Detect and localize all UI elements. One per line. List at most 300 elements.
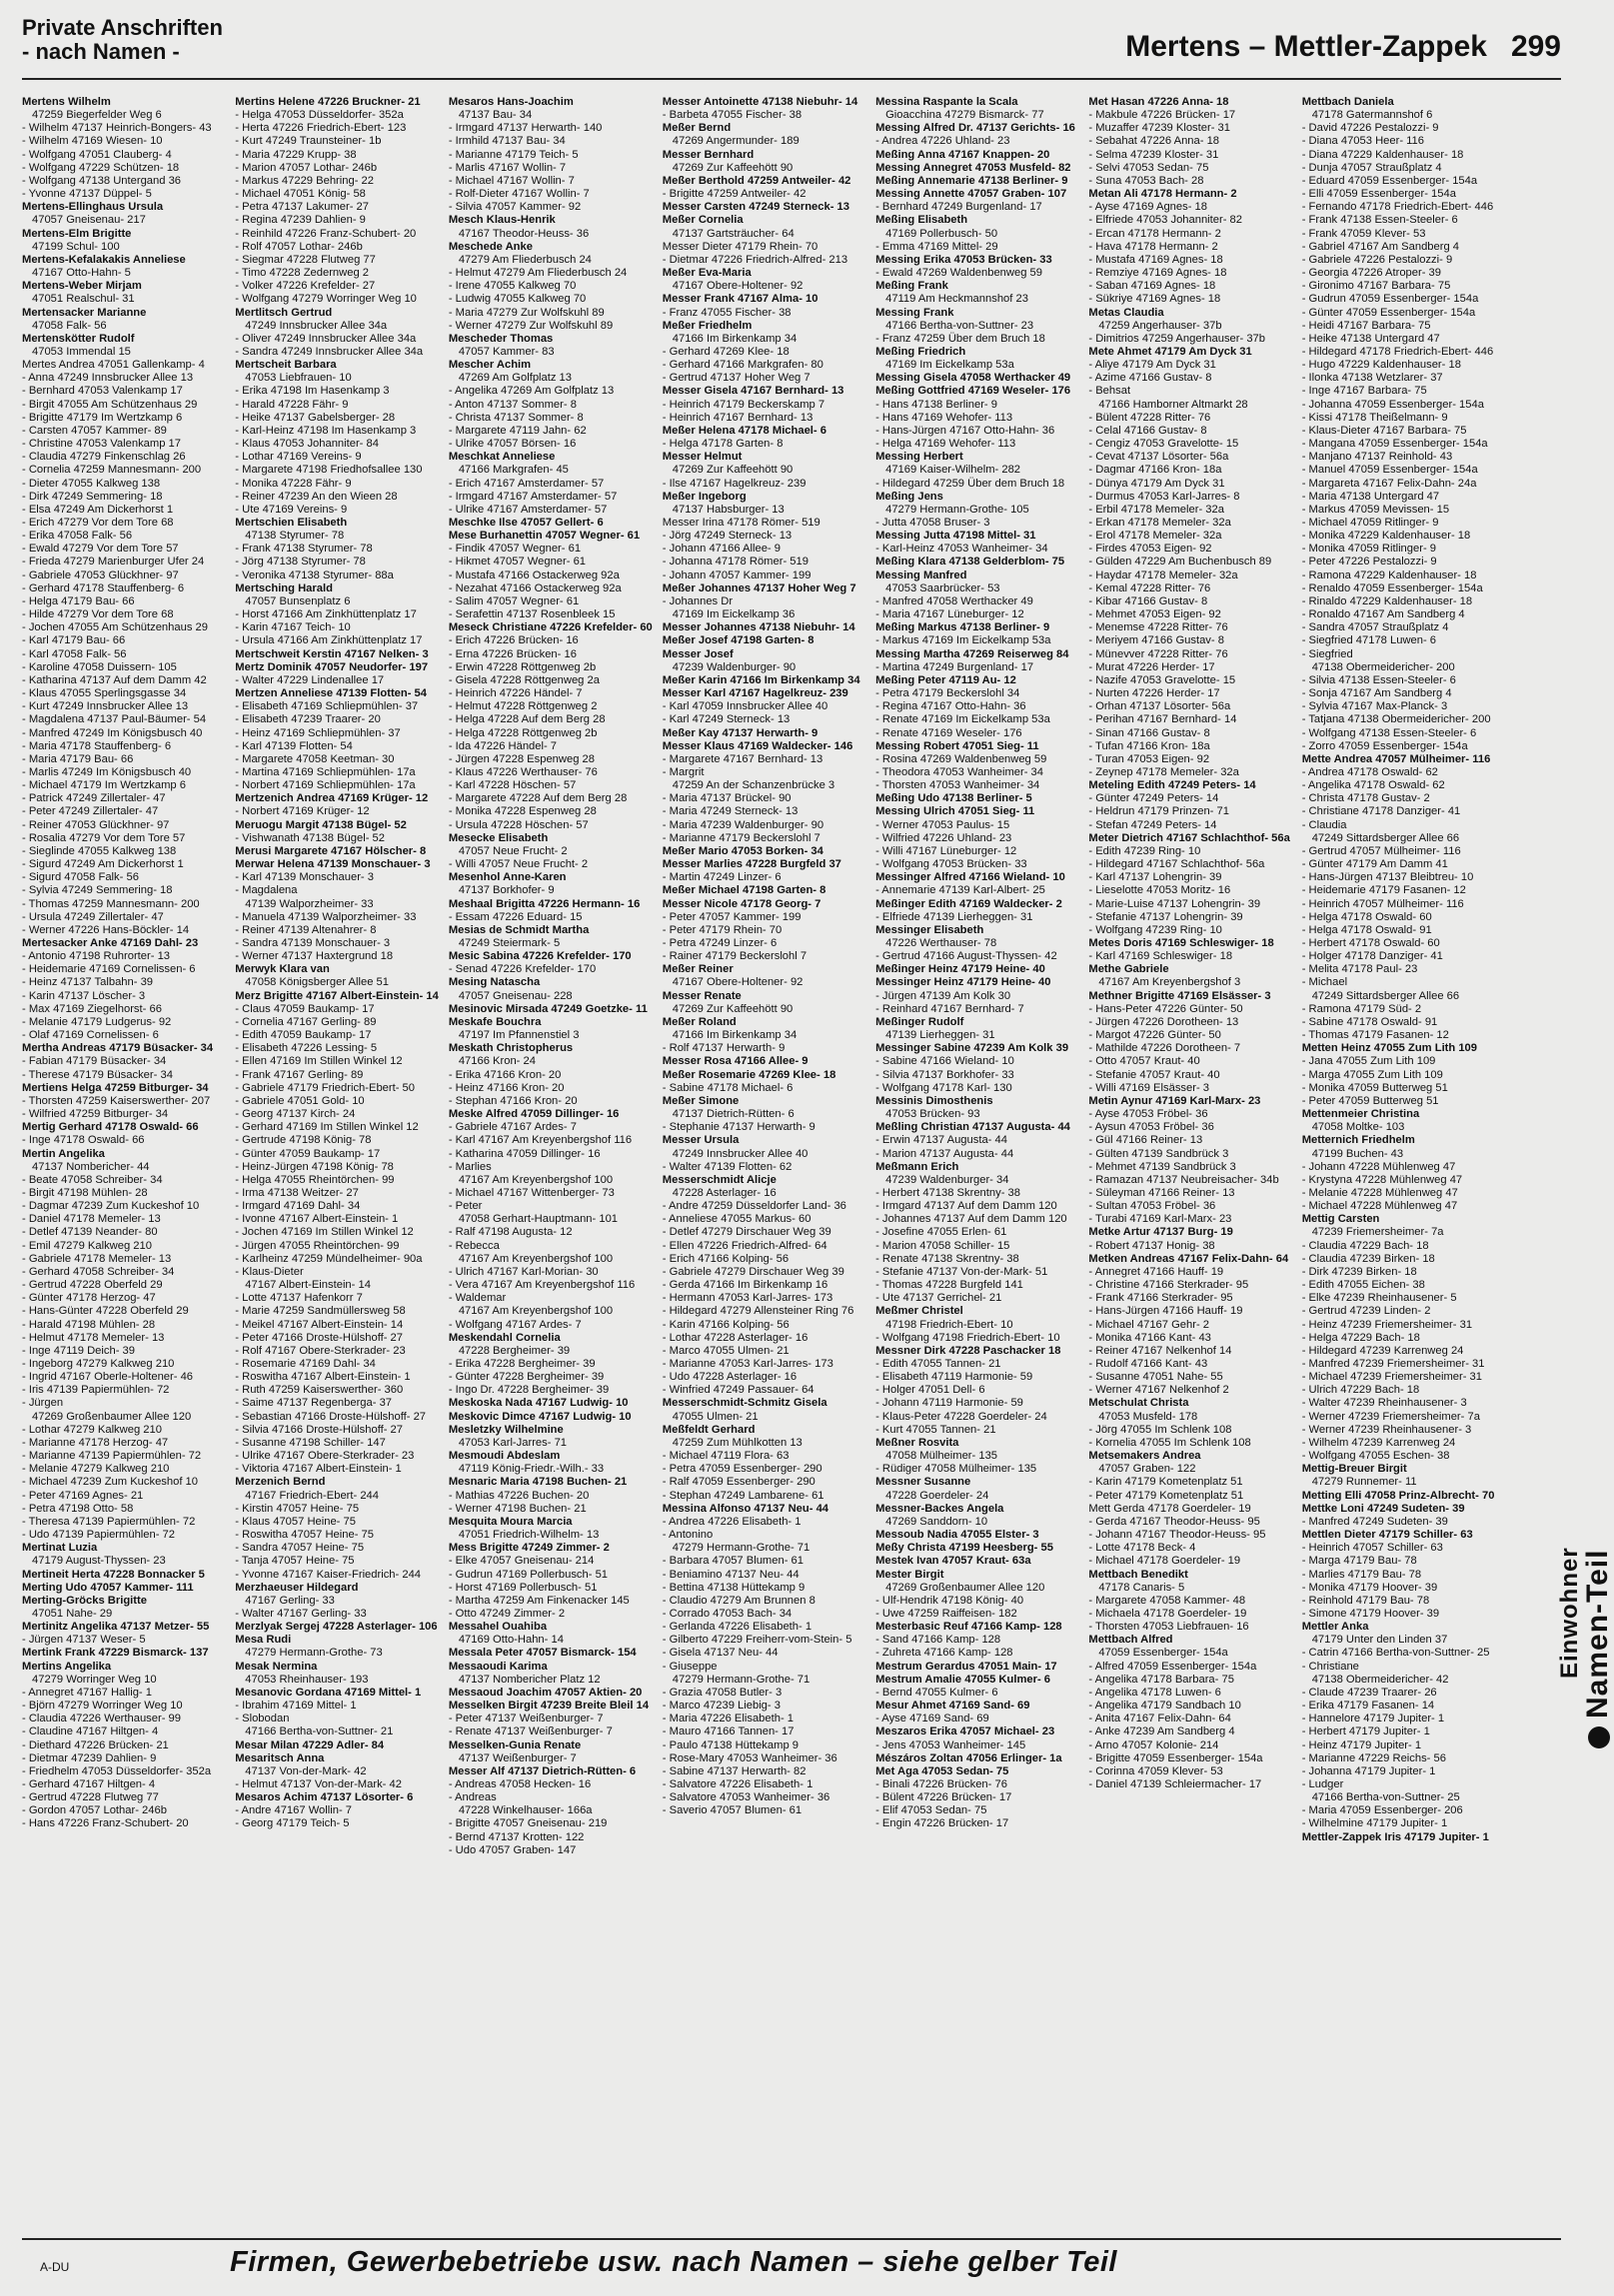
directory-entry: - Elke 47057 Gneisenau- 214 [448, 1555, 595, 1568]
directory-entry: - Klaus-Dieter 47167 Barbara- 75 [1301, 424, 1467, 437]
directory-entry: - Diana 47229 Kaldenhauser- 18 [1301, 148, 1464, 161]
directory-entry: - Behsat [1088, 385, 1131, 398]
directory-entry: - Manfred 47249 Sudeten- 39 [1301, 1515, 1448, 1528]
directory-entry: - Erika 47179 Fasanen- 14 [1301, 1700, 1435, 1713]
directory-name-heading: Metke Artur 47137 Burg- 19 [1088, 1226, 1233, 1239]
directory-name-heading: Mettig-Breuer Birgit [1301, 1463, 1407, 1476]
directory-entry: - Maria 47178 Stauffenberg- 6 [22, 739, 172, 752]
directory-entry: - Claudia 47279 Finkenschlag 26 [22, 451, 186, 464]
directory-name-heading: Mesic Sabina 47226 Krefelder- 170 [448, 950, 632, 963]
directory-name-heading: Messer Ursula [662, 1134, 740, 1147]
directory-name-heading: Mertineit Herta 47228 Bonnacker 5 [22, 1568, 205, 1581]
directory-entry: - Horst 47166 Am Zinkhüttenplatz 17 [235, 608, 417, 621]
directory-name-heading: Mertschien Elisabeth [235, 517, 348, 529]
directory-entry: - Klaus 47053 Johanniter- 84 [235, 438, 379, 451]
directory-entry: - Monika 47059 Ritlinger- 9 [1301, 543, 1437, 556]
directory-entry: - Klaus-Dieter [235, 1265, 304, 1278]
directory-entry: - Erich 47167 Amsterdamer- 57 [448, 477, 605, 490]
directory-entry: - Heinrich 47167 Bernhard- 13 [662, 411, 813, 424]
directory-entry: - Maria 47179 Bau- 66 [22, 752, 134, 765]
directory-name-heading: Mesaros Hans-Joachim [448, 96, 574, 108]
directory-name-heading: Mertzen Anneliese 47139 Flotten- 54 [235, 687, 427, 700]
directory-entry: - Sandra 47249 Innsbrucker Allee 34a [235, 345, 424, 358]
directory-entry: - Johannes 47137 Auf dem Damm 120 [875, 1213, 1067, 1226]
directory-entry: - Sandra 47057 Heine- 75 [235, 1542, 365, 1555]
directory-entry: - Marie 47259 Sandmüllersweg 58 [235, 1305, 406, 1318]
directory-entry: 47259 Zum Mühlkotten 13 [672, 1436, 803, 1449]
directory-entry: - Anneliese 47055 Markus- 60 [662, 1213, 811, 1226]
directory-entry: - Claudia [1301, 818, 1347, 831]
directory-entry: - Karl 47139 Flotten- 54 [235, 739, 353, 752]
directory-entry: - Gironimo 47167 Barbara- 75 [1301, 280, 1451, 293]
directory-name-heading: Mestrum Gerardus 47051 Main- 17 [875, 1660, 1057, 1673]
directory-entry: - Hannelore 47179 Jupiter- 1 [1301, 1713, 1445, 1725]
directory-entry: - Günter 47228 Bergheimer- 39 [448, 1371, 605, 1384]
directory-entry: - Dirk 47249 Semmering- 18 [22, 490, 163, 503]
directory-entry: 47279 Hermann-Grothe- 71 [672, 1673, 810, 1686]
directory-entry: - Thomas 47228 Burgfeld 141 [875, 1279, 1023, 1292]
directory-entry: 47167 Otto-Hahn- 5 [32, 267, 131, 280]
directory-entry: - Michael 47228 Mühlenweg 47 [1301, 1200, 1458, 1213]
directory-entry: - Willi 47167 Lüneburger- 12 [875, 844, 1017, 857]
directory-entry: - Selma 47239 Kloster- 31 [1088, 148, 1219, 161]
directory-entry: - Edith 47055 Tannen- 21 [875, 1358, 1001, 1370]
directory-entry: - Helga 47229 Bach- 18 [1301, 1331, 1420, 1344]
directory-entry: - Elfriede 47053 Johanniter- 82 [1088, 214, 1243, 227]
directory-entry: - Vera 47167 Am Kreyenbergshof 116 [448, 1279, 636, 1292]
directory-entry: - Manfred 47249 Im Königsbusch 40 [22, 726, 203, 739]
directory-entry: - Heinz 47179 Jupiter- 1 [1301, 1738, 1422, 1751]
directory-entry: - Erika 47228 Bergheimer- 39 [448, 1358, 596, 1370]
directory-name-heading: Messner Susanne [875, 1476, 971, 1489]
directory-entry: - Gabriel 47167 Am Sandberg 4 [1301, 240, 1460, 253]
directory-name-heading: Mertsching Harald [235, 581, 333, 594]
directory-entry: - Heike 47138 Untergard 47 [1301, 332, 1440, 345]
directory-entry: - Peter 47057 Kammer- 199 [662, 910, 802, 923]
directory-entry: - Lotte 47137 Hafenkorr 7 [235, 1292, 363, 1305]
directory-name-heading: Merusi Margarete 47167 Hölscher- 8 [235, 844, 427, 857]
directory-entry: - Hilde 47279 Vor dem Tore 68 [22, 608, 174, 621]
directory-name-heading: Meßmann Erich [875, 1160, 959, 1173]
directory-entry: 47279 Runnemer- 11 [1311, 1476, 1417, 1489]
directory-entry: - Ingrid 47167 Oberle-Holtener- 46 [22, 1371, 194, 1384]
directory-entry: - Uwe 47259 Raiffeisen- 182 [875, 1607, 1017, 1620]
directory-entry: - Frank 47166 Sterkrader- 95 [1088, 1292, 1233, 1305]
directory-entry: - Renaldo 47059 Essenberger- 154a [1301, 581, 1483, 594]
directory-entry: - Heldrun 47179 Prinzen- 71 [1088, 805, 1229, 818]
directory-name-heading: Meßing Gottfried 47169 Weseler- 176 [875, 385, 1071, 398]
directory-entry: - Turabi 47169 Karl-Marx- 23 [1088, 1213, 1232, 1226]
directory-entry: - Gerhard 47167 Hiltgen- 4 [22, 1778, 156, 1790]
directory-entry: - Brigitte 47179 Im Wertzkamp 6 [22, 411, 183, 424]
directory-name-heading: Meßing Frank [875, 280, 948, 293]
directory-entry: - Ewald 47269 Waldenbenweg 59 [875, 267, 1042, 280]
directory-entry: - Klaus 47226 Werthauser- 76 [448, 765, 598, 778]
directory-entry: - Werner 47167 Nelkenhof 2 [1088, 1384, 1229, 1397]
directory-entry: - Giuseppe [662, 1660, 718, 1673]
directory-entry: - Ulrich 47229 Bach- 18 [1301, 1384, 1420, 1397]
directory-entry: - Peter 47166 Droste-Hülshoff- 27 [235, 1331, 403, 1344]
directory-name-heading: Mesletzky Wilhelmine [448, 1423, 564, 1436]
directory-entry: - Detlef 47139 Neander- 80 [22, 1226, 158, 1239]
directory-name-heading: Mette Andrea 47057 Mülheimer- 116 [1301, 752, 1491, 765]
directory-entry: - Olaf 47169 Cornelissen- 6 [22, 1029, 159, 1042]
directory-entry: - Manfred 47239 Friemersheimer- 31 [1301, 1358, 1485, 1370]
directory-entry: 47166 Kron- 24 [458, 1055, 536, 1068]
directory-entry: - Erika 47166 Kron- 20 [448, 1068, 562, 1081]
directory-entry: 47167 Friedrich-Ebert- 244 [245, 1489, 379, 1502]
directory-entry: 47057 Gneisenau- 228 [458, 989, 573, 1002]
directory-entry: - Vishwanath 47138 Bügel- 52 [235, 831, 385, 844]
directory-name-heading: Metes Doris 47169 Schleswiger- 18 [1088, 937, 1274, 949]
directory-entry: 47228 Winkelhauser- 166a [458, 1804, 593, 1817]
directory-entry: - Gülden 47229 Am Buchenbusch 89 [1088, 556, 1272, 569]
directory-name-heading: Messinger Alfred 47166 Wieland- 10 [875, 871, 1065, 884]
directory-entry: - Rainer 47179 Beckerslohl 7 [662, 950, 807, 963]
directory-entry: - Johann 47166 Allee- 9 [662, 543, 781, 556]
directory-name-heading: Merzlyak Sergej 47228 Asterlager- 106 [235, 1621, 438, 1634]
directory-name-heading: Messer Antoinette 47138 Niebuhr- 14 [662, 96, 858, 108]
directory-entry: - Claudia 47239 Birken- 18 [1301, 1252, 1435, 1265]
directory-entry: 47169 Im Eickelkamp 36 [672, 608, 796, 621]
directory-entry: - Kurt 47055 Tannen- 21 [875, 1423, 996, 1436]
directory-name-heading: Mesmoudi Abdeslam [448, 1450, 561, 1463]
directory-entry: - Katharina 47137 Auf dem Damm 42 [22, 673, 207, 686]
directory-entry: - Wolfgang 47229 Schützen- 18 [22, 161, 180, 174]
directory-name-heading: Merzenich Bernd [235, 1476, 326, 1489]
directory-entry: 47226 Werthauser- 78 [885, 937, 997, 949]
directory-entry: - Haydar 47178 Memeler- 32a [1088, 569, 1238, 581]
directory-name-heading: Meßer Cornelia [662, 214, 744, 227]
directory-entry: - Georgia 47226 Atroper- 39 [1301, 267, 1441, 280]
directory-entry: - Erika 47058 Falk- 56 [22, 530, 133, 543]
directory-entry: - Kurt 47249 Innsbrucker Allee 13 [22, 700, 189, 713]
directory-entry: - Dieter 47055 Kalkweg 138 [22, 477, 161, 490]
directory-name-heading: Metken Andreas 47167 Felix-Dahn- 64 [1088, 1252, 1289, 1265]
directory-entry: - Fernando 47178 Friedrich-Ebert- 446 [1301, 201, 1494, 214]
directory-entry: - Heinz 47166 Kron- 20 [448, 1081, 565, 1094]
directory-entry: - Mauro 47166 Tannen- 17 [662, 1725, 795, 1738]
directory-entry: - Hermann 47053 Karl-Jarres- 173 [662, 1292, 833, 1305]
directory-entry: - Regina 47239 Dahlien- 9 [235, 214, 366, 227]
directory-entry: - Beniamino 47137 Neu- 44 [662, 1568, 800, 1581]
directory-entry: 47269 Zur Kaffeehött 90 [672, 464, 794, 477]
directory-entry: - Wolfgang 47279 Worringer Weg 10 [235, 293, 417, 306]
directory-name-heading: Messing Erika 47053 Brücken- 33 [875, 253, 1052, 266]
directory-entry: - Jürgen [22, 1397, 64, 1410]
header-section-line1: Private Anschriften [22, 15, 223, 40]
directory-entry: - Edith 47239 Ring- 10 [1088, 844, 1201, 857]
directory-entry: 47053 Rheinhauser- 193 [245, 1673, 369, 1686]
directory-entry: - Heike 47137 Gabelsberger- 28 [235, 411, 396, 424]
directory-entry: - Harald 47228 Fähr- 9 [235, 398, 349, 411]
directory-entry: - Lothar 47279 Kalkweg 210 [22, 1423, 162, 1436]
directory-entry: - Harald 47198 Mühlen- 28 [22, 1318, 156, 1331]
directory-entry: - Susanne 47198 Schiller- 147 [235, 1436, 386, 1449]
directory-entry: 47051 Friedrich-Wilhelm- 13 [458, 1529, 600, 1542]
directory-entry: - Martina 47169 Schliepmühlen- 17a [235, 765, 416, 778]
directory-entry: - Wolfgang 47138 Essen-Steeler- 6 [1301, 726, 1477, 739]
directory-entry: - Makbule 47226 Brücken- 17 [1088, 109, 1236, 122]
directory-entry: - Silvia 47138 Essen-Steeler- 6 [1301, 673, 1456, 686]
directory-entry: - Remziye 47169 Agnes- 18 [1088, 267, 1227, 280]
directory-entry: - Josefine 47055 Erlen- 61 [875, 1226, 1007, 1239]
directory-entry: - Marianne 47178 Herzog- 47 [22, 1436, 169, 1449]
directory-entry: - Kemal 47228 Ritter- 76 [1088, 581, 1211, 594]
directory-entry: 47167 Am Kreyenbergshof 3 [1098, 976, 1241, 989]
directory-entry: - Rinaldo 47229 Kaldenhauser- 18 [1301, 594, 1473, 607]
directory-entry: - Veronika 47138 Styrumer- 88a [235, 569, 394, 581]
directory-name-heading: Meskendahl Cornelia [448, 1331, 561, 1344]
directory-entry: - Turan 47053 Eigen- 92 [1088, 752, 1210, 765]
directory-entry: 47166 Hamborner Altmarkt 28 [1098, 398, 1248, 411]
directory-name-heading: Meßing Markus 47138 Berliner- 9 [875, 621, 1050, 634]
directory-entry: - Gabriele 47053 Glückhner- 97 [22, 569, 179, 581]
directory-entry: - Jörg 47138 Styrumer- 78 [235, 556, 366, 569]
directory-entry: - Ida 47226 Händel- 7 [448, 739, 558, 752]
directory-entry: - Helga 47228 Auf dem Berg 28 [448, 713, 606, 726]
directory-name-heading: Metschulat Christa [1088, 1397, 1189, 1410]
directory-name-heading: Messala Peter 47057 Bismarck- 154 [448, 1647, 637, 1660]
directory-entry: - Catrin 47166 Bertha-von-Suttner- 25 [1301, 1647, 1490, 1660]
directory-entry: - Thorsten 47053 Liebfrauen- 16 [1088, 1621, 1249, 1634]
directory-entry: - Otto 47057 Kraut- 40 [1088, 1055, 1200, 1068]
directory-entry: - Menemse 47228 Ritter- 76 [1088, 621, 1228, 634]
directory-column-4 [663, 96, 865, 2234]
directory-entry: 47259 Angerhauser- 37b [1098, 319, 1222, 332]
directory-entry: - Cevat 47137 Lösorter- 56a [1088, 451, 1229, 464]
directory-entry: - Peter 47179 Rhein- 70 [662, 923, 783, 936]
directory-entry: - Ronaldo 47167 Am Sandberg 4 [1301, 608, 1465, 621]
directory-entry: - Margarete 47167 Bernhard- 13 [662, 752, 823, 765]
directory-entry: - Michael 47167 Wittenberger- 73 [448, 1186, 615, 1199]
directory-name-heading: Messer Rosa 47166 Allee- 9 [662, 1055, 808, 1068]
directory-entry: 47199 Buchen- 43 [1311, 1147, 1404, 1160]
directory-entry: 47166 Markgrafen- 45 [458, 464, 569, 477]
directory-entry: - Silvia 47166 Droste-Hülshoff- 27 [235, 1423, 403, 1436]
directory-entry: - Hildegard 47279 Allensteiner Ring 76 [662, 1305, 854, 1318]
directory-entry: - Rose-Mary 47053 Wanheimer- 36 [662, 1751, 837, 1764]
directory-column-3 [449, 96, 653, 2234]
directory-entry: - Essam 47226 Eduard- 15 [448, 910, 583, 923]
directory-entry: - Wilfried 47259 Bitburger- 34 [22, 1108, 169, 1121]
directory-entry: - Christine 47166 Sterkrader- 95 [1088, 1279, 1249, 1292]
directory-entry: - Meriyem 47166 Gustav- 8 [1088, 634, 1224, 647]
directory-entry: - Theresa 47139 Papiermühlen- 72 [22, 1515, 196, 1528]
directory-name-heading: Metting Elli 47058 Prinz-Albrecht- 70 [1301, 1489, 1495, 1502]
directory-entry: - Lotte 47178 Beck- 4 [1088, 1542, 1196, 1555]
directory-entry: - Wilhelm 47137 Heinrich-Bongers- 43 [22, 122, 212, 135]
directory-entry: - Ayse 47169 Agnes- 18 [1088, 201, 1207, 214]
directory-entry: - Ellen 47169 Im Stillen Winkel 12 [235, 1055, 403, 1068]
directory-entry: 47269 Angermunder- 189 [672, 135, 800, 148]
directory-entry: - Werner 47239 Friemersheimer- 7a [1301, 1410, 1480, 1423]
directory-entry: - Mustafa 47166 Ostackerweg 92a [448, 569, 620, 581]
directory-entry: - Gabriele 47178 Memeler- 13 [22, 1252, 172, 1265]
directory-entry: - Irene 47055 Kalkweg 70 [448, 280, 577, 293]
directory-entry: - Frank 47138 Styrumer- 78 [235, 543, 373, 556]
directory-entry: 47259 Biegerfelder Weg 6 [32, 109, 162, 122]
directory-entry: - Ilse 47167 Hagelkreuz- 239 [662, 477, 807, 490]
directory-entry: - Karl 47228 Höschen- 57 [448, 779, 577, 792]
directory-entry: 47166 Bertha-von-Suttner- 23 [885, 319, 1034, 332]
directory-entry: - Fabian 47179 Büsacker- 34 [22, 1055, 167, 1068]
directory-name-heading: Messina Raspante la Scala [875, 96, 1018, 108]
directory-entry: - Melanie 47279 Kalkweg 210 [22, 1463, 170, 1476]
directory-entry: - Erkan 47178 Memeler- 32a [1088, 517, 1231, 529]
directory-entry: - Marco 47055 Ulmen- 21 [662, 1344, 790, 1357]
directory-entry: - Helga 47178 Oswald- 91 [1301, 923, 1432, 936]
directory-entry: - Andreas [448, 1791, 497, 1804]
directory-name-heading: Mesquita Moura Marcia [448, 1515, 573, 1528]
directory-name-heading: Meßfeldt Gerhard [662, 1423, 756, 1436]
directory-entry: - Helga 47053 Düsseldorfer- 352a [235, 109, 404, 122]
directory-entry: - Heinrich 47057 Schiller- 63 [1301, 1542, 1443, 1555]
directory-entry: - Ruth 47259 Kaiserswerther- 360 [235, 1384, 404, 1397]
directory-entry: - Ulf-Hendrik 47198 König- 40 [875, 1594, 1024, 1607]
directory-name-heading: Meschkat Anneliese [448, 451, 556, 464]
directory-name-heading: Messer Carsten 47249 Sterneck- 13 [662, 201, 849, 214]
directory-name-heading: Mettig Carsten [1301, 1213, 1380, 1226]
directory-entry: - Ramona 47179 Süd- 2 [1301, 1002, 1422, 1015]
directory-entry: - Petra 47198 Otto- 58 [22, 1502, 134, 1515]
directory-entry: - Sebastian 47166 Droste-Hülshoff- 27 [235, 1410, 427, 1423]
directory-entry: - Roswitha 47057 Heine- 75 [235, 1529, 374, 1542]
directory-entry: - Reiner 47167 Nelkenhof 14 [1088, 1344, 1232, 1357]
directory-name-heading: Meßing Friedrich [875, 345, 966, 358]
directory-entry: - Maria 47249 Sterneck- 13 [662, 805, 799, 818]
directory-entry: - Reiner 47053 Glückhner- 97 [22, 818, 170, 831]
directory-entry: - Martina 47249 Burgenland- 17 [875, 660, 1034, 673]
directory-entry: - Michael 47167 Gehr- 2 [1088, 1318, 1210, 1331]
directory-name-heading: Messer Renate [662, 989, 742, 1002]
directory-entry: - Melanie 47228 Mühlenweg 47 [1301, 1186, 1458, 1199]
side-label-line2: Namen-Teil [1581, 1549, 1614, 1719]
directory-entry: 47057 Bunsenplatz 6 [245, 594, 351, 607]
directory-name-heading: Messer Frank 47167 Alma- 10 [662, 293, 818, 306]
directory-entry: 47166 Im Birkenkamp 34 [672, 332, 798, 345]
page-title: Mertens – Mettler-Zappek [1125, 30, 1487, 63]
directory-entry: - Susanne 47051 Nahe- 55 [1088, 1371, 1223, 1384]
directory-name-heading: Meßer Josef 47198 Garten- 8 [662, 634, 814, 647]
directory-entry: - Thorsten 47259 Kaiserswerther- 207 [22, 1094, 211, 1107]
directory-entry: - Murat 47226 Herder- 17 [1088, 660, 1215, 673]
directory-entry: 47169 Kaiser-Wilhelm- 282 [885, 464, 1021, 477]
directory-entry: - Brigitte 47057 Gneisenau- 219 [448, 1817, 608, 1830]
directory-entry: - Jutta 47058 Bruser- 3 [875, 517, 990, 529]
directory-entry: - Irmgard 47137 Auf dem Damm 120 [875, 1200, 1057, 1213]
directory-entry: - Iris 47139 Papiermühlen- 72 [22, 1384, 170, 1397]
directory-entry: 47053 Saarbrücker- 53 [885, 581, 1000, 594]
directory-entry: - Erbil 47178 Memeler- 32a [1088, 503, 1224, 516]
directory-name-heading: Mesenhol Anne-Karen [448, 871, 567, 884]
directory-entry: - Marlies [448, 1160, 492, 1173]
directory-name-heading: Mertlitsch Gertrud [235, 306, 333, 319]
directory-entry: - Andreas 47058 Hecken- 16 [448, 1778, 592, 1790]
directory-entry: - Stefanie 47057 Kraut- 40 [1088, 1068, 1220, 1081]
directory-name-heading: Mesing Natascha [448, 976, 541, 989]
directory-entry: - Marlis 47249 Im Königsbusch 40 [22, 765, 192, 778]
directory-entry: - Lothar 47169 Vereins- 9 [235, 451, 362, 464]
directory-name-heading: Messing Gisela 47058 Werthacker 49 [875, 372, 1071, 385]
directory-name-heading: Mesterbasic Reuf 47166 Kamp- 128 [875, 1621, 1062, 1634]
directory-entry: - Karl-Heinz 47198 Im Hasenkamp 3 [235, 424, 417, 437]
directory-name-heading: Meßer Johannes 47137 Hoher Weg 7 [662, 581, 856, 594]
directory-entry: - Heinrich 47226 Händel- 7 [448, 687, 583, 700]
directory-entry: - Petra 47249 Linzer- 6 [662, 937, 778, 949]
directory-entry: 47197 Im Pfannenstiel 3 [458, 1029, 580, 1042]
directory-entry: - Melita 47178 Paul- 23 [1301, 963, 1418, 976]
directory-entry: - Gerda 47167 Theodor-Heuss- 95 [1088, 1515, 1260, 1528]
directory-name-heading: Meskath Christopherus [448, 1042, 574, 1055]
directory-entry: 47279 Worringer Weg 10 [32, 1673, 157, 1686]
directory-entry: 47166 Bertha-von-Suttner- 21 [245, 1725, 394, 1738]
directory-entry: - Inge 47119 Deich- 39 [22, 1344, 135, 1357]
directory-entry: - Marga 47055 Zum Lith 109 [1301, 1068, 1443, 1081]
directory-name-heading: Metan Ali 47178 Hermann- 2 [1088, 188, 1237, 201]
directory-entry: - Erika 47198 Im Hasenkamp 3 [235, 385, 390, 398]
directory-name-heading: Merting-Gröcks Brigitte [22, 1594, 147, 1607]
directory-entry: - Willi 47057 Neue Frucht- 2 [448, 858, 589, 871]
directory-name-heading: Mertink Frank 47229 Bismarck- 137 [22, 1647, 209, 1660]
directory-name-heading: Mertig Gerhard 47178 Oswald- 66 [22, 1121, 199, 1134]
directory-entry: - Klaus 47057 Heine- 75 [235, 1515, 356, 1528]
directory-entry: - Sükriye 47169 Agnes- 18 [1088, 293, 1221, 306]
directory-entry: - Ramona 47229 Kaldenhauser- 18 [1301, 569, 1477, 581]
directory-name-heading: Meßinger Rudolf [875, 1015, 964, 1028]
directory-entry: - Bülent 47226 Brücken- 17 [875, 1791, 1012, 1804]
directory-name-heading: Messerschmidt Alicje [662, 1173, 777, 1186]
directory-entry: - Herta 47226 Friedrich-Ebert- 123 [235, 122, 407, 135]
directory-entry: - Edith 47059 Baukamp- 17 [235, 1029, 372, 1042]
directory-entry: - Saime 47137 Regenberga- 37 [235, 1397, 393, 1410]
directory-entry: - Slobodan [235, 1713, 290, 1725]
directory-entry: - Ulrike 47057 Börsen- 16 [448, 438, 577, 451]
directory-name-heading: Mettbach Alfred [1088, 1634, 1173, 1647]
directory-entry: 47239 Friemersheimer- 7a [1311, 1226, 1444, 1239]
directory-entry: - Klaus 47055 Sperlingsgasse 34 [22, 687, 187, 700]
directory-entry: - Norbert 47169 Schliepmühlen- 17a [235, 779, 416, 792]
directory-name-heading: Merzhaeuser Hildegard [235, 1581, 359, 1594]
directory-entry: - Marianne 47139 Papiermühlen- 72 [22, 1450, 202, 1463]
directory-entry: - Hans-Jürgen 47137 Bleibtreu- 10 [1301, 871, 1474, 884]
directory-name-heading: Messer Bernhard [662, 148, 755, 161]
directory-entry: - Aliye 47179 Am Dyck 31 [1088, 359, 1216, 372]
directory-entry: - Monika 47229 Kaldenhauser- 18 [1301, 530, 1471, 543]
header-section-line2: - nach Namen - [22, 39, 180, 64]
directory-entry: - Martin 47249 Linzer- 6 [662, 871, 782, 884]
directory-entry: - Erich 47166 Kolping- 56 [662, 1252, 790, 1265]
directory-entry: - Robert 47137 Honig- 38 [1088, 1239, 1215, 1252]
directory-entry: 47166 Im Birkenkamp 34 [672, 1029, 798, 1042]
directory-entry: - Hans 47138 Berliner- 9 [875, 398, 997, 411]
directory-entry: - Hans-Jürgen 47167 Otto-Hahn- 36 [875, 424, 1055, 437]
directory-entry: - Michael 47051 König- 58 [235, 188, 366, 201]
directory-name-heading: Mertens-Elm Brigitte [22, 227, 132, 240]
directory-entry: - Sylvia 47167 Max-Planck- 3 [1301, 700, 1448, 713]
footer-divider [22, 2238, 1561, 2240]
directory-entry: - Petra 47179 Beckerslohl 34 [875, 687, 1020, 700]
directory-entry: 47179 Unter den Linden 37 [1311, 1634, 1448, 1647]
directory-entry: - Martha 47259 Am Finkenacker 145 [448, 1594, 630, 1607]
directory-entry: - Ulrike 47167 Obere-Sterkrader- 23 [235, 1450, 415, 1463]
directory-entry: - Kissi 47178 Theißelmann- 9 [1301, 411, 1448, 424]
directory-entry: - Werner 47279 Zur Wolfskuhl 89 [448, 319, 614, 332]
directory-name-heading: Meszaros Erika 47057 Michael- 23 [875, 1725, 1055, 1738]
directory-entry: - Lieselotte 47053 Moritz- 16 [1088, 884, 1231, 897]
directory-entry: - Horst 47169 Pollerbusch- 51 [448, 1581, 598, 1594]
directory-entry: - Margarete 47228 Auf dem Berg 28 [448, 792, 628, 805]
